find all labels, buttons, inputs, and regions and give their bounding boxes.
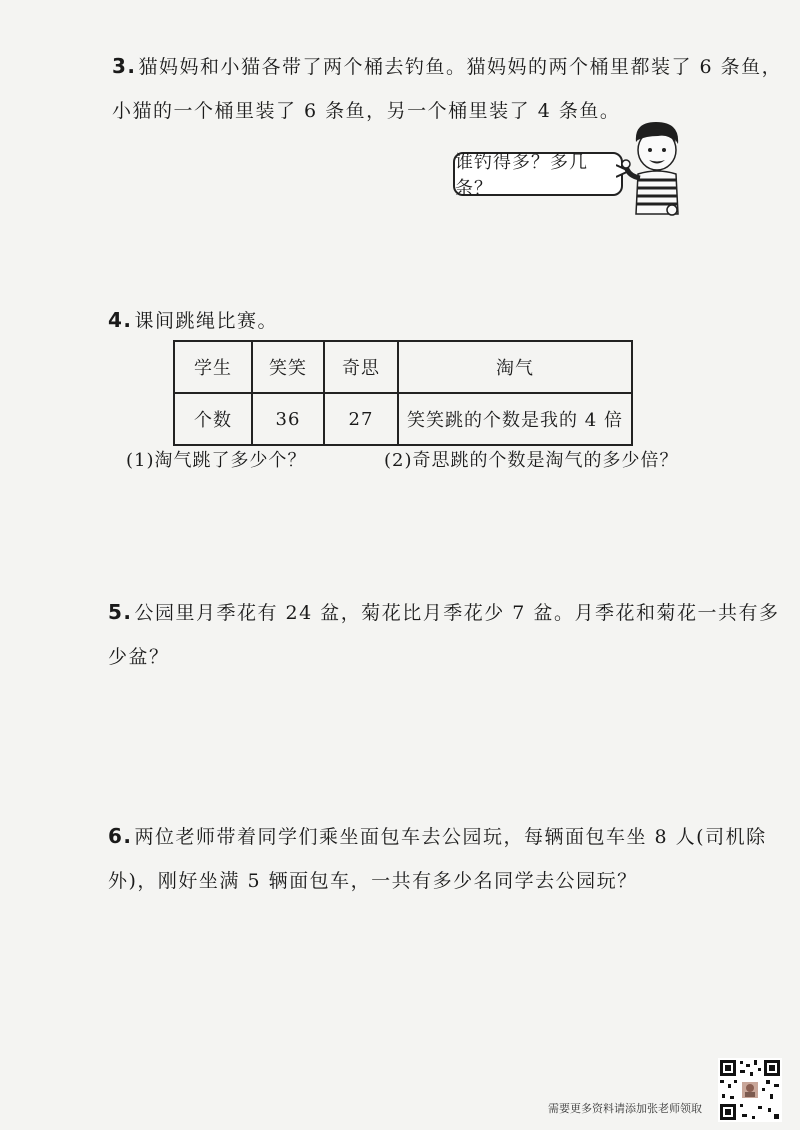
table-row — [174, 393, 632, 445]
table-row — [174, 341, 632, 393]
table-cell: 27 — [324, 393, 398, 445]
table-header-cell: 奇思 — [324, 341, 398, 393]
question-5-text-2: 少盆？ — [108, 646, 170, 668]
question-4-line — [108, 298, 728, 343]
question-3-line-1 — [112, 44, 783, 89]
question-3-text-1: 猫妈妈和小猫各带了两个桶去钓鱼。猫妈妈的两个桶里都装了 6 条鱼， — [138, 56, 783, 78]
table-cell: 个数 — [174, 393, 252, 445]
table-cell: 笑笑跳的个数是我的 4 倍 — [398, 393, 632, 445]
question-4-title: 课间跳绳比赛。 — [134, 310, 279, 332]
table-header-cell: 淘气 — [398, 341, 632, 393]
speech-bubble-text: 谁钓得多？多几条？ — [455, 152, 588, 199]
question-3-text-2: 小猫的一个桶里装了 6 条鱼，另一个桶里装了 4 条鱼。 — [112, 100, 621, 122]
question-6-text-1: 两位老师带着同学们乘坐面包车去公园玩，每辆面包车坐 8 人(司机除 — [134, 826, 767, 848]
question-4-sub-1: (1)淘气跳了多少个？ — [126, 450, 307, 471]
question-5 — [108, 590, 780, 679]
question-4-number: 4. — [108, 308, 133, 332]
question-6-text-2: 外)，刚好坐满 5 辆面包车，一共有多少名同学去公园玩？ — [108, 870, 638, 892]
question-5-number: 5. — [108, 600, 133, 624]
table-header-cell: 学生 — [174, 341, 252, 393]
jump-rope-table — [173, 340, 633, 446]
footer-note: 需要更多资料请添加张老师领取 — [548, 1102, 702, 1115]
speech-bubble — [453, 152, 623, 199]
question-6 — [108, 814, 767, 903]
table-cell: 36 — [252, 393, 324, 445]
question-4 — [108, 298, 728, 343]
table-header-cell: 笑笑 — [252, 341, 324, 393]
question-5-text-1: 公园里月季花有 24 盆，菊花比月季花少 7 盆。月季花和菊花一共有多 — [134, 602, 780, 624]
question-6-line-1 — [108, 814, 767, 859]
question-3-number: 3. — [112, 54, 137, 78]
boy-illustration — [622, 118, 692, 228]
question-5-line-1 — [108, 590, 780, 635]
question-6-number: 6. — [108, 824, 133, 848]
question-4-sub-2: (2)奇思跳的个数是淘气的多少倍？ — [384, 450, 679, 471]
qr-code-icon — [718, 1058, 782, 1122]
